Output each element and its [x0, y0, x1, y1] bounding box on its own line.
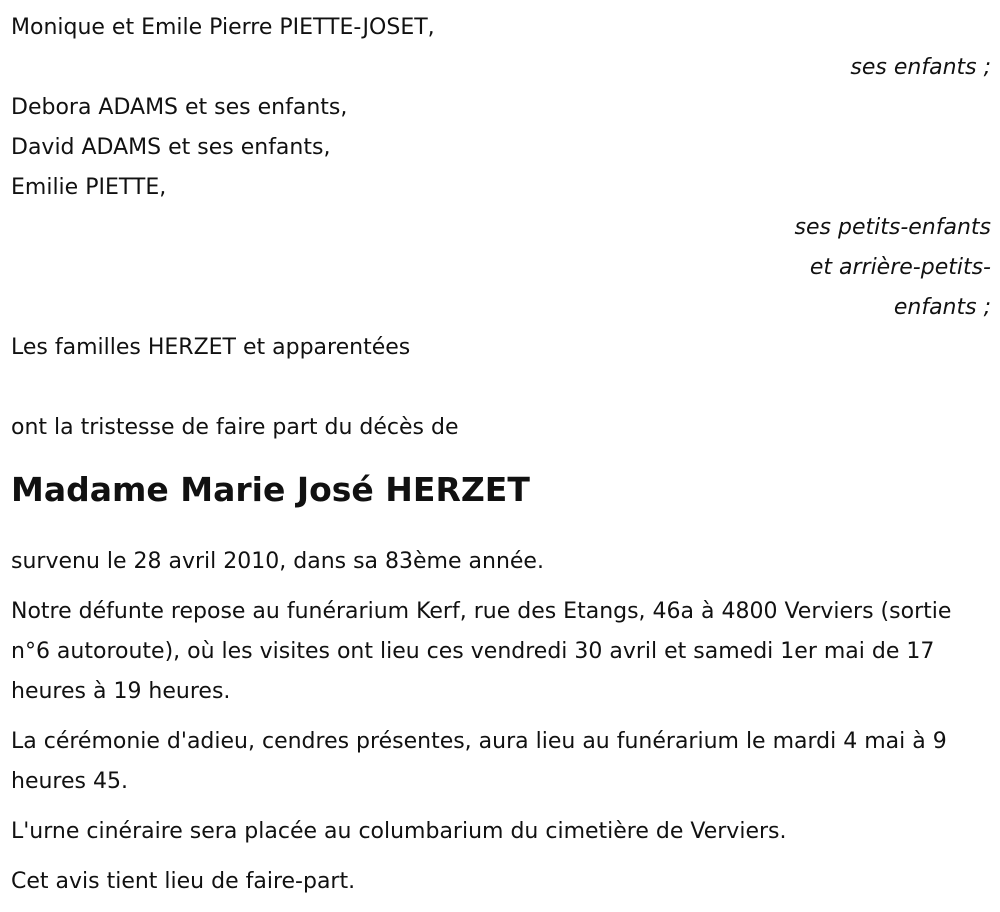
deceased-name: Madame Marie José HERZET	[11, 470, 530, 509]
announcement-line: ont la tristesse de faire part du décès de	[11, 415, 459, 440]
paragraph-urn: L'urne cinéraire sera placée au columbarium du cimetière de Verviers.	[11, 819, 787, 844]
grandchildren-role-line: et arrière-petits-	[809, 255, 991, 280]
children-line: Monique et Emile Pierre PIETTE-JOSET,	[11, 15, 435, 40]
spacer	[11, 448, 991, 468]
grandchildren-role-line: ses petits-enfants	[794, 215, 991, 240]
grandchild-line: Debora ADAMS et ses enfants,	[11, 95, 348, 120]
paragraph-ceremony: La cérémonie d'adieu, cendres présentes, aura lieu au funérarium le mardi 4 mai à 9 heures 45.	[11, 729, 947, 794]
paragraph-date: survenu le 28 avril 2010, dans sa 83ème année.	[11, 549, 544, 574]
grandchild-line: David ADAMS et ses enfants,	[11, 135, 331, 160]
grandchild-line: Emilie PIETTE,	[11, 175, 167, 200]
paragraph-closing: Cet avis tient lieu de faire-part.	[11, 869, 356, 894]
spacer	[11, 368, 991, 408]
paragraph-visitation: Notre défunte repose au funérarium Kerf, rue des Etangs, 46a à 4800 Verviers (sortie n°6 autoroute), où les visites ont lieu ces vendredi 30 avril et samedi 1er mai de 17 heures à 19 heures.	[11, 599, 952, 704]
grandchildren-role-line: enfants ;	[893, 295, 991, 320]
spacer	[11, 512, 991, 542]
obituary-notice	[11, 8, 991, 902]
children-role: ses enfants ;	[850, 55, 991, 80]
families-line: Les familles HERZET et apparentées	[11, 335, 411, 360]
